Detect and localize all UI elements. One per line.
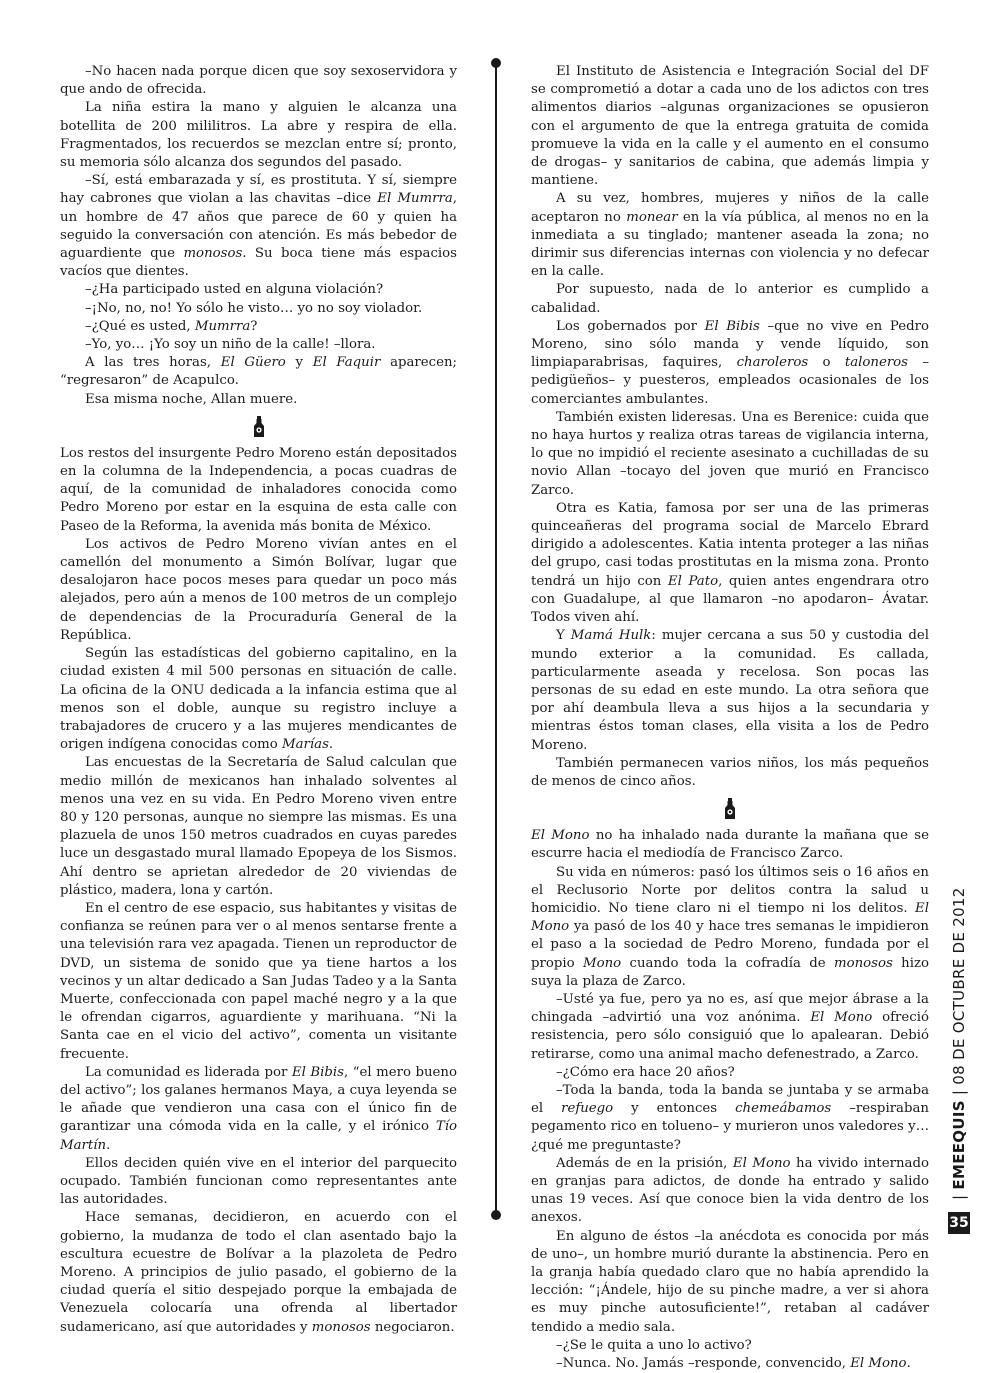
paragraph: Los restos del insurgente Pedro Moreno están depositados en la columna de la Independencia, a pocas cuadras de aquí, de la comunidad de inhaladores conocida como Pedro Moreno por estar en la esquina de esta calle con Paseo de la Reforma, la avenida más bonita de México. bbox=[60, 445, 457, 534]
paragraph: El Instituto de Asistencia e Integración Social del DF se comprometió a dotar a cada uno de los adictos con tres alimentos diarios –algunas organizaciones se opusieron con el argumento de que la entrega gratuita de comida promueve la vida en la calle y el aumento en el consumo de drogas– y sanitarios de cabina, que además limpia y mantiene. bbox=[531, 64, 929, 189]
page-number: 35 bbox=[948, 1212, 970, 1234]
paragraph: Además de en la prisión, El Mono ha vivido internado en granjas para adictos, de donde ha entrado y salido unas 19 veces. Así que conoce bien la vida dentro de los anexos. bbox=[531, 1155, 929, 1226]
paragraph: Otra es Katia, famosa por ser una de las primeras quinceañeras del programa social de Marcelo Ebrard dirigido a adolescentes. Katia intenta proteger a las niñas del grupo, casi todas prostitutas en la misma zona. Pronto tendrá un hijo con El Pato, quien antes engendrara otro con Guadalupe, al que llamaron –no apodaron– Ávatar. Todos viven ahí. bbox=[531, 500, 930, 626]
paragraph: A las tres horas, El Güero y El Faquir aparecen; “regresaron” de Acapulco. bbox=[60, 355, 458, 389]
paragraph: Ellos deciden quién vive en el interior del parquecito ocupado. También funcionan como representantes ante las autoridades. bbox=[60, 1155, 457, 1208]
paragraph: Y Mamá Hulk: mujer cercana a sus 50 y custodia del mundo exterior a la comunidad. Es callada, particularmente aseada y recelosa. Son pocas las personas de su edad en este mundo. La otra señora que por ahí deambula lleva a sus hijos a la secundaria y mientras éstos toman clases, ella visita a los de Pedro Moreno. bbox=[531, 628, 930, 753]
paragraph: –Yo, yo… ¡Yo soy un niño de la calle! –llora. bbox=[85, 337, 376, 353]
section-separator bbox=[60, 409, 457, 445]
paragraph: –¡No, no, no! Yo sólo he visto… yo no soy violador. bbox=[85, 300, 423, 316]
bottle-icon bbox=[252, 416, 266, 438]
left-column bbox=[60, 63, 457, 1337]
footer-running-head: | EMEEQUIS | 08 DE OCTUBRE DE 2012 bbox=[950, 887, 968, 1200]
paragraph: Las encuestas de la Secretaría de Salud calculan que medio millón de mexicanos han inhalado solventes al menos una vez en su vida. En Pedro Moreno viven entre 80 y 120 personas, aunque no siempre las mismas. Es una plazuela de unos 150 metros cuadrados en cuyas paredes luce un desgastado mural llamado Epopeya de los Sismos. Ahí dentro se aprietan alrededor de 20 viviendas de plástico, madera, lona y cartón. bbox=[60, 755, 457, 898]
paragraph: Hace semanas, decidieron, en acuerdo con el gobierno, la mudanza de todo el clan asentado bajo la escultura ecuestre de Bolívar a la plazoleta de Pedro Moreno. A principios de julio pasado, el gobierno de la ciudad quería el sitio despejado porque la embajada de Venezuela colocaría una ofrenda al libertador sudamericano, así que autoridades y monosos negociaron. bbox=[60, 1210, 457, 1335]
paragraph: –Nunca. No. Jamás –responde, convencido, El Mono. bbox=[556, 1356, 911, 1372]
paragraph: Su vida en números: pasó los últimos seis o 16 años en el Reclusorio Norte por delitos contra la salud u homicidio. No tiene claro ni el tiempo ni los delitos. El Mono ya pasó de los 40 y hace tres semanas le impidieron el paso a la sociedad de Pedro Moreno, fundada por el propio Mono cuando toda la cofradía de monosos hizo suya la plaza de Zarco. bbox=[531, 864, 929, 989]
divider-bottom-dot bbox=[491, 1210, 501, 1220]
paragraph: El Mono no ha inhalado nada durante la mañana que se escurre hacia el mediodía de Francisco Zarco. bbox=[531, 828, 929, 862]
paragraph: A su vez, hombres, mujeres y niños de la calle aceptaron no monear en la vía pública, al menos no en la inmediata a su tinglado; mantener aseada la zona; no dirimir sus diferencias internas con violencia y no defecar en la calle. bbox=[531, 191, 929, 280]
column-divider-line bbox=[495, 60, 497, 1217]
paragraph: También existen lideresas. Una es Berenice: cuida que no haya hurtos y realiza otras tareas de vigilancia interna, lo que no impidió el reciente asesinato a cuchilladas de su novio Allan –tocayo del joven que murió en Francisco Zarco. bbox=[531, 409, 929, 498]
paragraph: En el centro de ese espacio, sus habitantes y visitas de confianza se reúnen para ver o al menos sentarse frente a una televisión rara vez apagada. Tienen un reproductor de DVD, un sistema de sonido que ya tiene hartos a los vecinos y un altar dedicado a San Judas Tadeo y a la Santa Muerte, confeccionada con papel maché negro y a la que le ofrendan cigarros, aguardiente y marihuana. “Ni la Santa cae en el vicio del activo”, comenta un visitante frecuente. bbox=[60, 900, 457, 1062]
paragraph: –¿Se le quita a uno lo activo? bbox=[556, 1337, 752, 1353]
paragraph: También permanecen varios niños, los más pequeños de menos de cinco años. bbox=[531, 755, 929, 789]
section-separator bbox=[531, 791, 929, 827]
paragraph: –Toda la banda, toda la banda se juntaba y se armaba el refuego y entonces chemeábamos –respiraban pegamento rico en tolueno– y murieron unos valedores y… ¿qué me preguntaste? bbox=[531, 1082, 929, 1153]
paragraph: –¿Cómo era hace 20 años? bbox=[556, 1064, 735, 1080]
issue-date: 08 DE OCTUBRE DE 2012 bbox=[950, 887, 968, 1085]
paragraph: –No hacen nada porque dicen que soy sexoservidora y que ando de ofrecida. bbox=[60, 64, 457, 98]
paragraph: Los activos de Pedro Moreno vivían antes en el camellón del monumento a Simón Bolívar, lugar que desalojaron hace pocos meses para quedar un poco más alejados, pero aún a menos de 100 metros de un complejo de dependencias de la Procuraduría General de la República. bbox=[60, 536, 457, 643]
magazine-brand: EMEEQUIS bbox=[950, 1100, 968, 1190]
paragraph: –Sí, está embarazada y sí, es prostituta. Y sí, siempre hay cabrones que violan a las chavitas –dice El Mumrra, un hombre de 47 años que parece de 60 y quien ha seguido la conversación con atención. Es más bebedor de aguardiente que monosos. Su boca tiene más espacios vacíos que dientes. bbox=[60, 173, 457, 280]
paragraph: Por supuesto, nada de lo anterior es cumplido a cabalidad. bbox=[531, 282, 929, 316]
paragraph: En alguno de éstos –la anécdota es conocida por más de uno–, un hombre murió durante la abstinencia. Pero en la granja había quedado claro que no había aprendido la lección: “¡Ándele, hijo de su pinche madre, a ver si ahora es muy pinche autosuficiente!”, retaban al cadáver tendido a medio sala. bbox=[531, 1228, 929, 1335]
divider-top-dot bbox=[491, 58, 501, 68]
paragraph: –Usté ya fue, pero ya no es, así que mejor ábrase a la chingada –advirtió una voz anónima. El Mono ofreció resistencia, pero sólo consiguió que lo apalearan. Debió retirarse, como una animal macho defenestrado, a Zarco. bbox=[531, 991, 929, 1062]
bottle-icon bbox=[723, 798, 737, 820]
paragraph: Los gobernados por El Bibis –que no vive en Pedro Moreno, sino sólo manda y vende líquido, son limpiaparabrisas, faquires, charoleros o taloneros –pedigüeños– y puesteros, empleados ocasionales de los comerciantes ambulantes. bbox=[531, 318, 929, 407]
paragraph: –¿Ha participado usted en alguna violación? bbox=[85, 282, 384, 298]
paragraph: Esa misma noche, Allan muere. bbox=[85, 391, 298, 407]
paragraph: Según las estadísticas del gobierno capitalino, en la ciudad existen 4 mil 500 personas en situación de calle. La oficina de la ONU dedicada a la infancia estima que al menos son el doble, aunque su registro incluye a trabajadores de crucero y a las mujeres mendicantes de origen indígena conocidas como Marías. bbox=[60, 646, 457, 753]
paragraph: –¿Qué es usted, Mumrra? bbox=[85, 318, 258, 334]
paragraph: La niña estira la mano y alguien le alcanza una botellita de 200 mililitros. La abre y respira de ella. Fragmentados, los recuerdos se mezclan entre sí; pronto, su memoria sólo alcanza dos segundos del pasado. bbox=[60, 100, 457, 171]
paragraph: La comunidad es liderada por El Bibis, “el mero bueno del activo”; los galanes hermanos Maya, a cuya leyenda se le añade que vendieron una casa con el único fin de garantizar una cómoda vida en la calle, y el irónico Tío Martín. bbox=[60, 1064, 457, 1153]
right-column bbox=[531, 63, 929, 1373]
